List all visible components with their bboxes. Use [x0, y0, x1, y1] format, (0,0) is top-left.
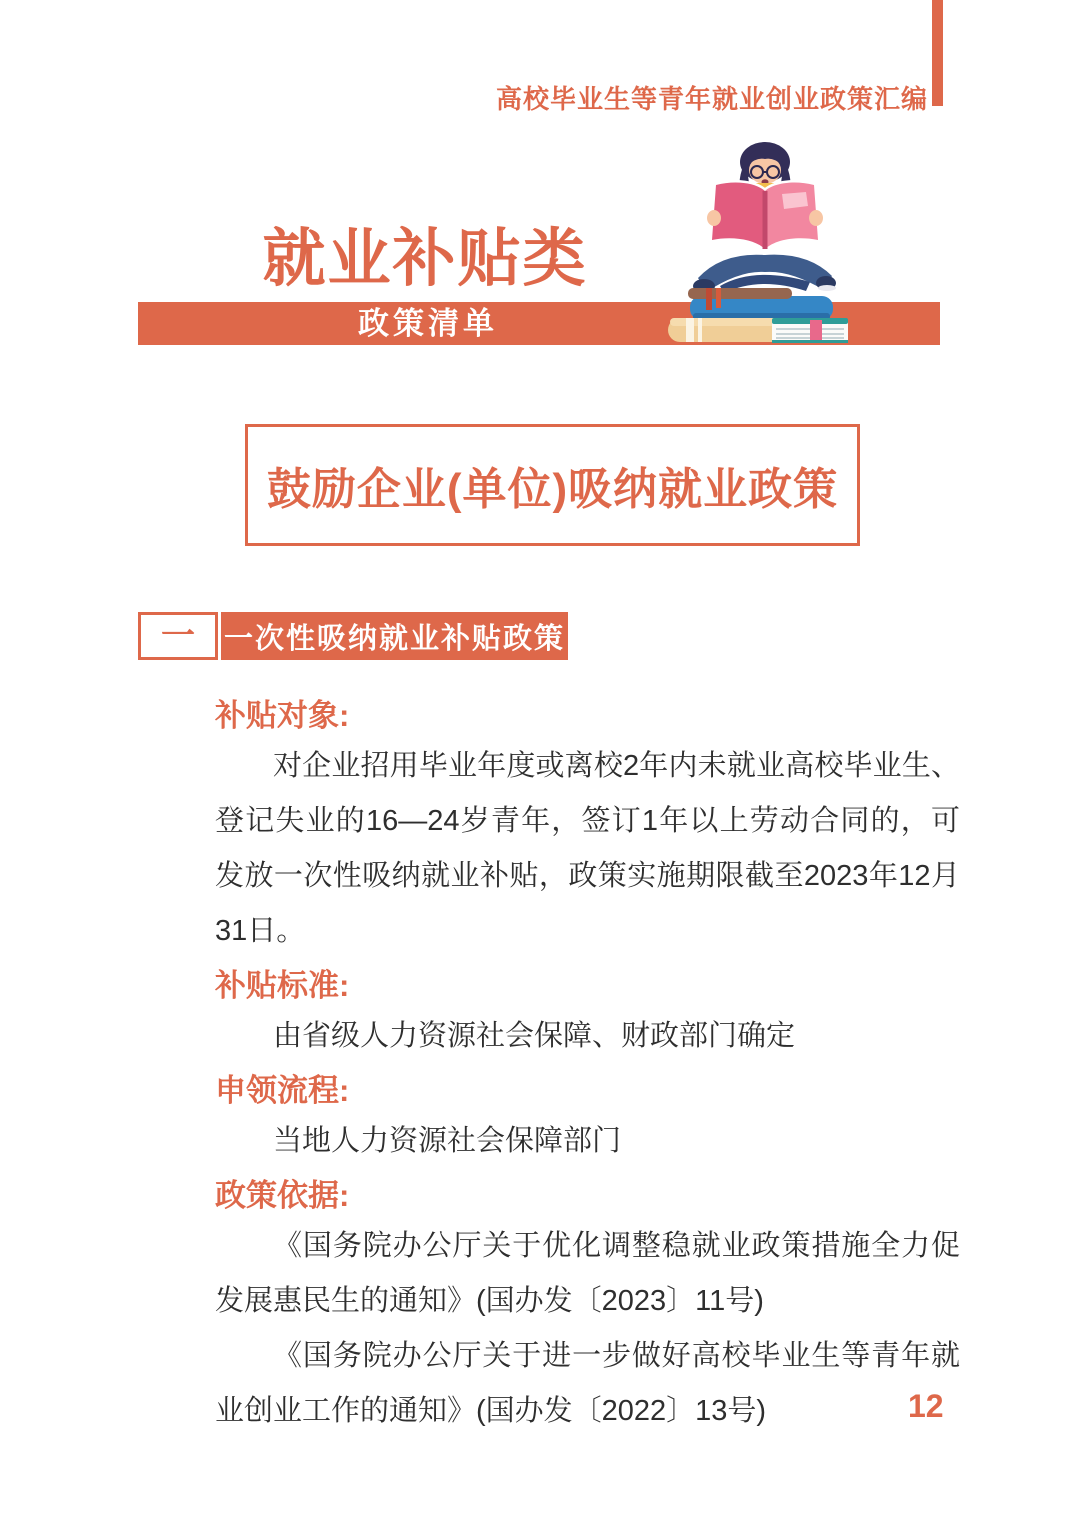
- section-paragraph: 当地人力资源社会保障部门: [273, 1125, 622, 1157]
- page-number: 12: [908, 1388, 944, 1424]
- section-title: 一次性吸纳就业补贴政策: [223, 622, 565, 655]
- page-edge-accent-bar: [932, 0, 943, 106]
- section-heading: 申领流程:: [215, 1073, 350, 1108]
- policy-category-box: [245, 424, 860, 546]
- section-paragraph: 由省级人力资源社会保障、财政部门确定: [273, 1020, 796, 1052]
- section-heading: 补贴标准:: [215, 968, 350, 1003]
- section-heading: 补贴对象:: [215, 698, 350, 733]
- page-title: 就业补贴类: [262, 224, 588, 294]
- section-subsidy-target: [215, 697, 960, 959]
- book-stack-icon: [668, 288, 848, 343]
- section-paragraph: 对企业招用毕业年度或离校2年内未就业高校毕业生、登记失业的16—24岁青年，签订1年以上劳动合同的，可发放一次性吸纳就业补贴，政策实施期限截至2023年12月31日。: [215, 750, 960, 947]
- section-paragraph: 《国务院办公厅关于进一步做好高校毕业生等青年就业创业工作的通知》(国办发〔2022〕13号): [215, 1340, 960, 1427]
- policy-category-title: 鼓励企业(单位)吸纳就业政策: [266, 465, 839, 514]
- policy-content: [215, 697, 960, 1439]
- running-header: 高校毕业生等青年就业创业政策汇编: [495, 84, 928, 114]
- reading-girl-illustration: [660, 136, 860, 346]
- section-heading: 政策依据:: [215, 1178, 350, 1213]
- hero-banner-label: 政策清单: [358, 306, 498, 341]
- section-title-bar: [221, 612, 568, 660]
- section-subsidy-standard: [215, 967, 960, 1064]
- section-policy-basis: [215, 1177, 960, 1439]
- open-book-icon: [707, 183, 823, 249]
- section-number-box: [138, 612, 218, 660]
- section-paragraph: 《国务院办公厅关于优化调整稳就业政策措施全力促发展惠民生的通知》(国办发〔2023〕11号): [215, 1230, 960, 1317]
- section-number: 一: [161, 617, 195, 655]
- section-application-process: [215, 1072, 960, 1169]
